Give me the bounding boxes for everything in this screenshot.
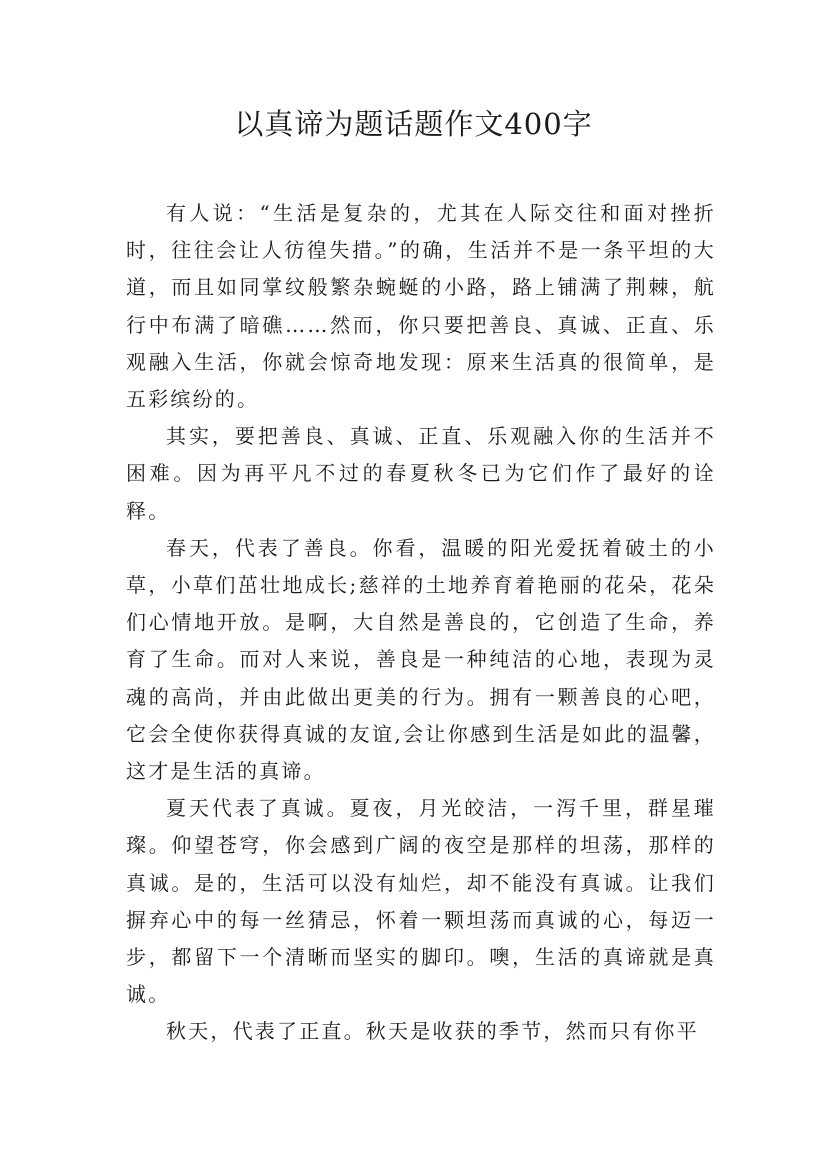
paragraph-intro: 有人说：“生活是复杂的，尤其在人际交往和面对挫折时，往往会让人彷徨失措。”的确，生活并不是一条平坦的大道，而且如同掌纹般繁杂蜿蜒的小路，路上铺满了荆棘，航行中布满了暗礁……然而，你只要把善良、真诚、正直、乐观融入生活，你就会惊奇地发现：原来生活真的很简单，是五彩缤纷的。 [126, 201, 716, 412]
paragraph-spring: 春天，代表了善良。你看，温暖的阳光爱抚着破土的小草，小草们茁壮地成长;慈祥的土地养育着艳丽的花朵，花朵们心情地开放。是啊，大自然是善良的，它创造了生命，养育了生命。而对人来说，善良是一种纯洁的心地，表现为灵魂的高尚，并由此做出更美的行为。拥有一颗善良的心吧，它会全使你获得真诚的友谊,会让你感到生活是如此的温馨，这才是生活的真谛。 [126, 535, 716, 784]
paragraph-seasons: 其实，要把善良、真诚、正直、乐观融入你的生活并不困难。因为再平凡不过的春夏秋冬已为它们作了最好的诠释。 [126, 424, 716, 523]
document-body [126, 195, 716, 1051]
document-title: 以真谛为题话题作文400字 [234, 107, 593, 141]
paragraph-autumn: 秋天，代表了正直。秋天是收获的季节，然而只有你平 [166, 1019, 699, 1044]
paragraph-summer: 夏天代表了真诚。夏夜，月光皎洁，一泻千里，群星璀璨。仰望苍穹，你会感到广阔的夜空是那样的坦荡，那样的真诚。是的，生活可以没有灿烂，却不能没有真诚。让我们摒弃心中的每一丝猜忌，怀着一颗坦荡而真诚的心，每迈一步，都留下一个清晰而坚实的脚印。噢，生活的真谛就是真诚。 [126, 796, 716, 1007]
